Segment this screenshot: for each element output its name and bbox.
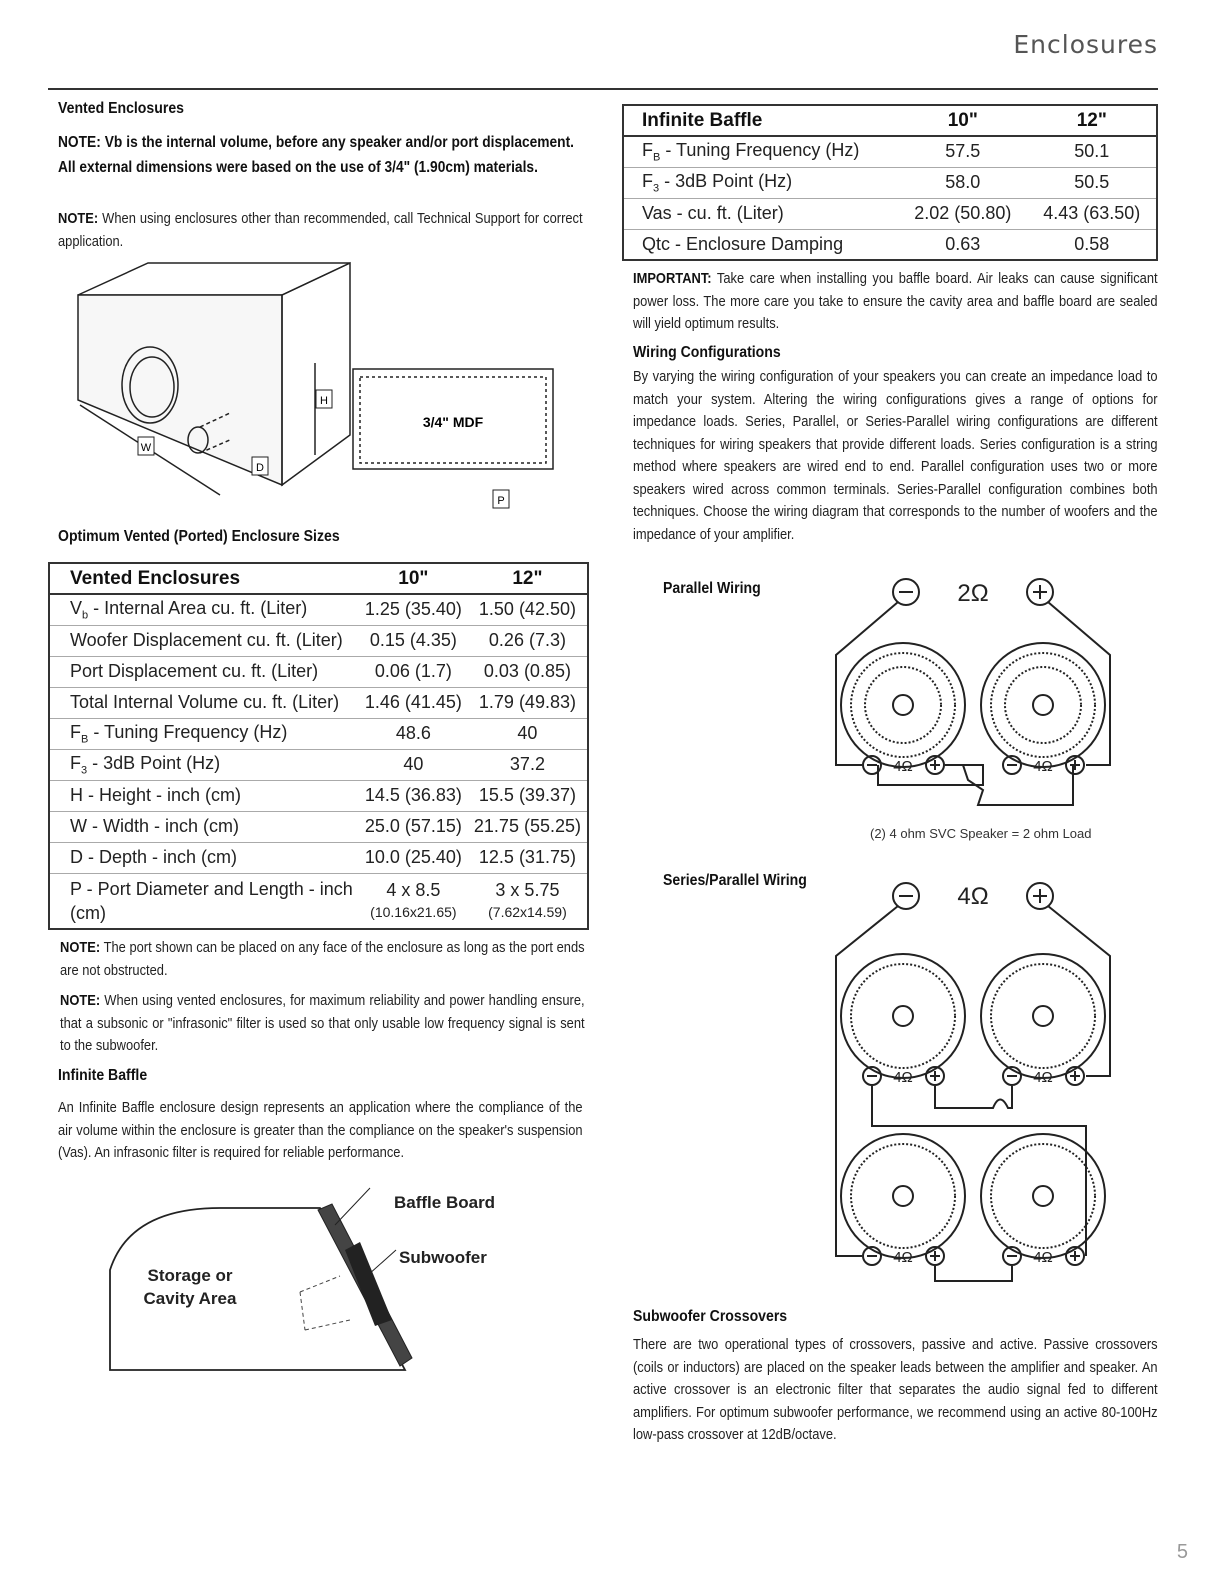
parallel-caption: (2) 4 ohm SVC Speaker = 2 ohm Load <box>870 826 1092 841</box>
table-row: Qtc - Enclosure Damping 0.63 0.58 <box>642 233 1110 254</box>
speaker-impedance: 4Ω <box>1033 758 1053 775</box>
table-header-12: 12" <box>468 563 588 594</box>
label-w: W <box>140 442 152 454</box>
series-parallel-wiring-diagram <box>828 876 1128 1286</box>
table-row: $F_B$ - Tuning Frequency (Hz) 57.5 50.1 <box>623 136 1157 167</box>
series-parallel-label: Series/Parallel Wiring <box>663 872 807 889</box>
vented-enclosure-table <box>48 562 589 930</box>
subwoofer-label: Subwoofer <box>399 1248 487 1267</box>
infinite-baffle-heading: Infinite Baffle <box>58 1067 148 1084</box>
enclosure-box-diagram <box>60 255 580 515</box>
table-row: $F_3 - 3dB$ Point (Hz) 40 37.2 <box>49 749 588 780</box>
table-row: Total Internal Volume cu. ft. (Liter) 1.46 (41.45) 1.79 (49.83) <box>49 687 588 718</box>
label-d: D <box>256 462 264 474</box>
label-p: P <box>497 495 505 507</box>
vented-table-caption: Optimum Vented (Ported) Enclosure Sizes <box>58 528 340 545</box>
vented-note2 <box>58 208 583 253</box>
table-row: W - Width - inch (cm) 25.0 (57.15) 21.75 (55.25) <box>49 811 588 842</box>
svg-text:4Ω: 4Ω <box>1033 1069 1053 1086</box>
crossovers-heading: Subwoofer Crossovers <box>633 1308 788 1325</box>
table-row: D - Depth - inch (cm) 10.0 (25.40) 12.5 (31.75) <box>49 842 588 873</box>
crossovers-text: There are two operational types of crossovers, passive and active. Passive crossovers (coils or inductors) are placed on the speaker leads between the amplifier and speaker. An active crossover is an electronic filter that separates the audio signal fed to different amplifiers. For optimum subwoofer performance, we recommend using an active 80-100Hz low-pass crossover at 12dB/octave. <box>633 1336 1158 1443</box>
label-h: H <box>320 395 328 407</box>
wiring-text: By varying the wiring configuration of your speakers you can create an impedance load to match your system. Altering the wiring configurations gives a range of options for impedance loads. Series, Parallel, or Series-Parallel wiring configurations are different techniques for wiring speakers that provide different loads. Series configuration is a string method where speakers are wired end to end. Parallel configuration uses two or more speakers wired across common terminals. Series-Parallel configuration combines both techniques. Choose the wiring diagram that corresponds to the number of woofers and the impedance of your amplifier. <box>633 368 1158 543</box>
storage-label-1: Storage or <box>147 1266 233 1285</box>
infinite-baffle-table <box>622 104 1158 261</box>
box-side <box>282 263 350 485</box>
storage-label-2: Cavity Area <box>143 1289 237 1308</box>
table-row: $F_B$ - Tuning Frequency (Hz) 48.6 40 <box>49 718 588 749</box>
speaker <box>981 643 1105 767</box>
svg-text:4Ω: 4Ω <box>893 1069 913 1086</box>
infrasonic-note: NOTE: When using vented enclosures, for maximum reliability and power handling ensure, that a subsonic or "infrasonic" filter is used so that only usable low frequency signal is sent to the subwoofer. <box>60 992 585 1054</box>
port-note: NOTE: The port shown can be placed on any face of the enclosure as long as the port ends are not obstructed. <box>60 939 585 979</box>
speaker <box>841 643 965 767</box>
table-row: Port Displacement cu. ft. (Liter) 0.06 (1.7) 0.03 (0.85) <box>49 656 588 687</box>
baffle-board-label: Baffle Board <box>394 1193 496 1212</box>
important-note: IMPORTANT: Take care when installing you baffle board. Air leaks can cause significant power loss. The more care you take to ensure the cavity area and baffle board are sealed will yield optimum results. <box>633 270 1158 332</box>
svg-text:4Ω: 4Ω <box>1033 1249 1053 1266</box>
table-header-10: 10" <box>359 563 468 594</box>
vented-note-bold: NOTE: Vb is the internal volume, before any speaker and/or port displacement. All external dimensions were based on the use of 3/4" (1.90cm) materials. <box>58 134 574 176</box>
table-header-row <box>49 563 588 594</box>
infinite-baffle-text: An Infinite Baffle enclosure design represents an application where the compliance of the air volume within the enclosure is greater than the compliance on the speaker's suspension (Vas). An infrasonic filter is required for reliable performance. <box>58 1099 583 1161</box>
series-parallel-load: 4Ω <box>957 883 989 910</box>
note-label: NOTE: <box>58 210 99 227</box>
speaker-impedance: 4Ω <box>893 758 913 775</box>
table-row: $F_3 - 3dB$ Point (Hz) 58.0 50.5 <box>623 167 1157 198</box>
vented-heading: Vented Enclosures <box>58 100 184 117</box>
page-title: Enclosures <box>1013 30 1158 59</box>
parallel-label: Parallel Wiring <box>663 580 761 597</box>
table-row: $V_b$ - Internal Area cu. ft. (Liter) 1.25 (35.40) 1.50 (42.50) <box>49 594 588 625</box>
box-top <box>78 263 350 295</box>
table-row: Vas - cu. ft. (Liter) 2.02 (50.80) 4.43 (63.50) <box>623 198 1157 229</box>
header-rule <box>48 88 1158 90</box>
table-row: Woofer Displacement cu. ft. (Liter) 0.15 (4.35) 0.26 (7.3) <box>49 625 588 656</box>
table-header-row: Infinite Baffle 10" 12" <box>623 105 1157 136</box>
parallel-wiring-diagram <box>828 565 1128 835</box>
table-row: H - Height - inch (cm) 14.5 (36.83) 15.5 (39.37) <box>49 780 588 811</box>
parallel-load: 2Ω <box>957 580 989 607</box>
baffle-diagram <box>100 1180 520 1380</box>
wiring-heading: Wiring Configurations <box>633 344 781 361</box>
box-front <box>78 295 282 485</box>
table-row-port: P - Port Diameter and Length - inch (cm) 4 x 8.5 (10.16x21.65) 3 x 5.75 (7.62x14.59) <box>70 878 567 923</box>
mdf-label: 3/4" MDF <box>422 414 484 430</box>
table-header-label: Vented Enclosures <box>49 563 359 594</box>
vented-note2-text: When using enclosures other than recommended, call Technical Support for correct application. <box>58 210 583 250</box>
svg-text:4Ω: 4Ω <box>893 1249 913 1266</box>
page-number: 5 <box>1176 1541 1188 1563</box>
